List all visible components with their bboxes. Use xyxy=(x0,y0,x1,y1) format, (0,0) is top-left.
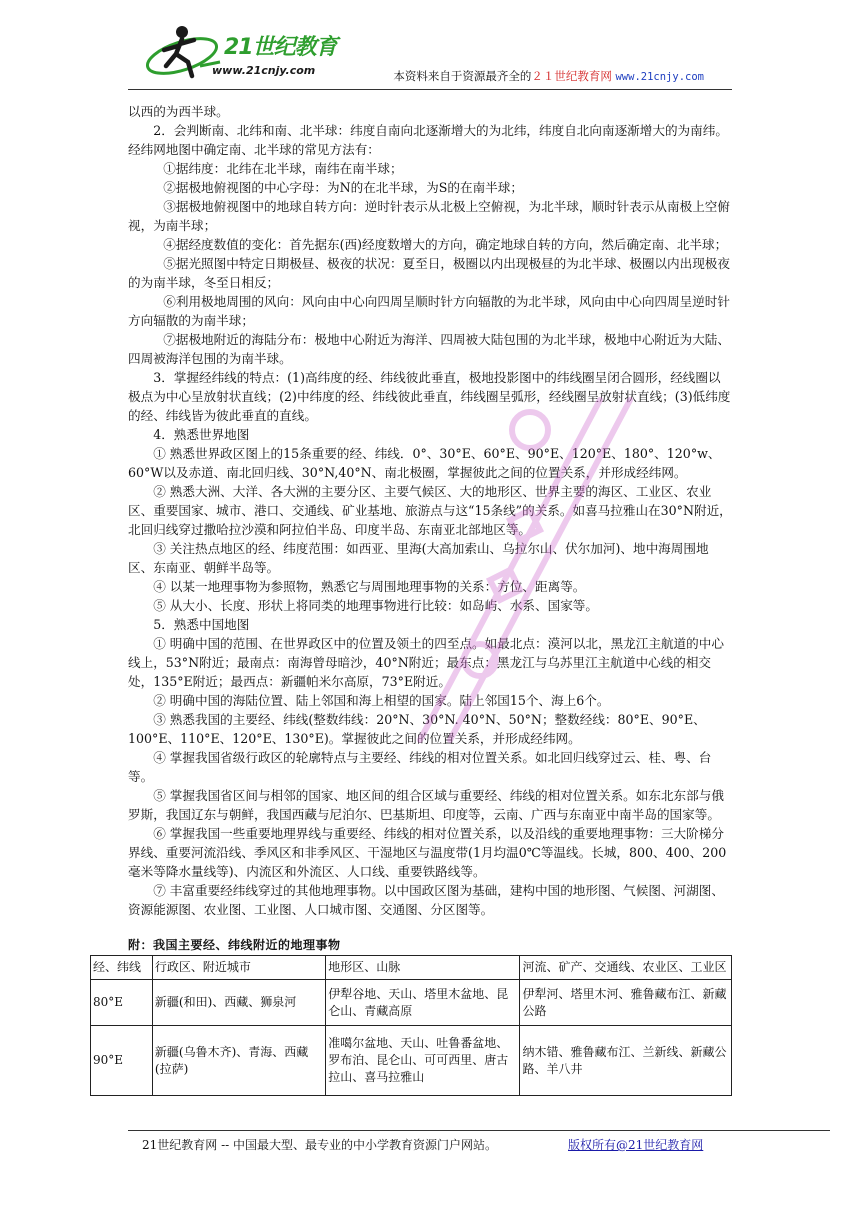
paragraph: 以西的为西半球。 xyxy=(128,104,229,119)
table-header-row xyxy=(91,956,732,980)
paragraph: ⑤ 掌握我国省区间与相邻的国家、地区间的组合区域与重要经、纬线的相对位置关系。如东北东部与俄罗斯，我国辽东与朝鲜，我国西藏与尼泊尔、巴基斯坦、印度等，云南、广西与东南亚中南半岛的国家等。 xyxy=(128,788,724,822)
logo-text: 21世纪教育 xyxy=(224,35,337,60)
footer-site-slogan: 21世纪教育网 -- 中国最大型、最专业的中小学教育资源门户网站。 xyxy=(142,1138,498,1152)
table-row xyxy=(91,980,732,1026)
footer-divider xyxy=(128,1130,830,1131)
header-divider xyxy=(128,89,732,90)
paragraph: ⑤据光照图中特定日期极昼、极夜的状况：夏至日，极圈以内出现极昼的为北半球、极圈以内出现极夜的为南半球，冬至日相反； xyxy=(128,256,730,290)
table-cell: 80°E xyxy=(91,980,153,1026)
paragraph: ①据纬度：北纬在北半球，南纬在南半球； xyxy=(163,161,403,176)
paragraph: ⑦ 丰富重要经纬线穿过的其他地理事物。以中国政区图为基础，建构中国的地形图、气候图、河湖图、资源能源图、农业图、工业图、人口城市图、交通图、分区图等。 xyxy=(128,883,724,917)
header-source-note xyxy=(393,68,704,84)
paragraph: 3．掌握经纬线的特点：(1)高纬度的经、纬线彼此垂直，极地投影图中的纬线圈呈闭合圆形，经线圈以极点为中心呈放射状直线；(2)中纬度的经、纬线彼此垂直，纬线圈呈弧形，经线圈呈放射状直线；(3)低纬度的经、纬线皆为彼此垂直的直线。 xyxy=(128,370,731,423)
paragraph: 2．会判断南、北纬和南、北半球：纬度自南向北逐渐增大的为北纬，纬度自北向南逐渐增大的为南纬。经纬网地图中确定南、北半球的常见方法有： xyxy=(128,123,728,157)
logo-url: www.21cnjy.com xyxy=(212,64,316,77)
article-body xyxy=(128,102,732,919)
site-logo[interactable] xyxy=(142,22,352,84)
paragraph: ④ 掌握我国省级行政区的轮廓特点与主要经、纬线的相对位置关系。如北回归线穿过云、桂、粤、台等。 xyxy=(128,750,712,784)
paragraph: ②据极地俯视图的中心字母：为N的在北半球，为S的在南半球； xyxy=(163,180,523,195)
paragraph: ① 明确中国的范围、在世界政区中的位置及领土的四至点。如最北点：漠河以北，黑龙江主航道的中心线上，53°N附近；最南点：南海曾母暗沙，40°N附近；最东点：黑龙江与乌苏里江主航道中心线的相交处，135°E附近；最西点：新疆帕米尔高原，73°E附近。 xyxy=(128,636,724,689)
table-cell: 新疆(和田)、西藏、狮泉河 xyxy=(152,980,325,1026)
paragraph: ① 熟悉世界政区图上的15条重要的经、纬线．0°、30°E、60°E、90°E、120°E、180°、120°w、60°W以及赤道、南北回归线、30°N,40°N、南北极圈，掌握彼此之间的位置关系，并形成经纬网。 xyxy=(128,446,721,480)
table-cell: 伊犁谷地、天山、塔里木盆地、昆仑山、青藏高原 xyxy=(326,980,520,1026)
table-header-cell: 地形区、山脉 xyxy=(326,956,520,980)
paragraph: ④据经度数值的变化：首先据东(西)经度数增大的方向，确定地球自转的方向，然后确定南、北半球； xyxy=(163,237,728,252)
paragraph: ⑥ 掌握我国一些重要地理界线与重要经、纬线的相对位置关系，以及沿线的重要地理事物：三大阶梯分界线、重要河流沿线、季风区和非季风区、干湿地区与温度带(1月均温0℃等温线。长城，800、400、200毫米等降水量线等)、内流区和外流区、人口线、重要铁路线等。 xyxy=(128,826,727,879)
paragraph: ② 明确中国的海陆位置、陆上邻国和海上相望的国家。陆上邻国15个、海上6个。 xyxy=(153,693,610,708)
page-header xyxy=(128,20,732,92)
table-header-cell: 河流、矿产、交通线、农业区、工业区 xyxy=(520,956,732,980)
paragraph: ④ 以某一地理事物为参照物，熟悉它与周围地理事物的关系：方位、距离等。 xyxy=(153,579,586,594)
paragraph: ⑤ 从大小、长度、形状上将同类的地理事物进行比较：如岛屿、水系、国家等。 xyxy=(153,598,598,613)
paragraph: ⑦据极地附近的海陆分布：极地中心附近为海洋、四周被大陆包围的为北半球，极地中心附近为大陆、四周被海洋包围的为南半球。 xyxy=(128,332,730,366)
table-row xyxy=(91,1026,732,1096)
table-header-cell: 行政区、附近城市 xyxy=(152,956,325,980)
paragraph: 4．熟悉世界地图 xyxy=(153,427,250,442)
paragraph: 5．熟悉中国地图 xyxy=(153,617,250,632)
table-header-cell: 经、纬线 xyxy=(91,956,153,980)
paragraph: ③ 关注热点地区的经、纬度范围：如西亚、里海(大高加索山、乌拉尔山、伏尔加河)、地中海周围地区、东南亚、朝鲜半岛等。 xyxy=(128,541,709,575)
table-cell: 准噶尔盆地、天山、吐鲁番盆地、罗布泊、昆仑山、可可西里、唐古拉山、喜马拉雅山 xyxy=(326,1026,520,1096)
paragraph: ⑥利用极地周围的风向：风向由中心向四周呈顺时针方向辐散的为北半球，风向由中心向四周呈逆时针方向辐散的为南半球； xyxy=(128,294,730,328)
paragraph: ② 熟悉大洲、大洋、各大洲的主要分区、主要气候区、大的地形区、世界主要的海区、工业区、农业区、重要国家、城市、港口、交通线、矿业基地、旅游点与这“15条线”的关系。如喜马拉雅山在30°N附近，北回归线穿过撒哈拉沙漠和阿拉伯半岛、印度半岛、东南亚北部地区等。 xyxy=(128,484,732,537)
geo-lines-table xyxy=(90,955,732,1096)
table-caption: 附：我国主要经、纬线附近的地理事物 xyxy=(128,938,341,952)
header-note-brand[interactable]: ２１世纪教育网 xyxy=(531,69,612,83)
paragraph: ③ 熟悉我国的主要经、纬线(整数纬线：20°N、30°N. 40°N、50°N；整数经线：80°E、90°E、100°E、110°E、120°E、130°E)。掌握彼此之间的位置关系，并形成经纬网。 xyxy=(128,712,706,746)
table-cell: 90°E xyxy=(91,1026,153,1096)
footer-copyright-link[interactable]: 版权所有@21世纪教育网 xyxy=(568,1138,704,1152)
table-cell: 新疆(乌鲁木齐)、青海、西藏(拉萨) xyxy=(152,1026,325,1096)
header-note-prefix: 本资料来自于资源最齐全的 xyxy=(393,69,532,83)
paragraph: ③据极地俯视图中的地球自转方向：逆时针表示从北极上空俯视，为北半球，顺时针表示从南极上空俯视，为南半球； xyxy=(128,199,730,233)
table-cell: 伊犁河、塔里木河、雅鲁藏布江、新藏公路 xyxy=(520,980,732,1026)
table-cell: 纳木错、雅鲁藏布江、兰新线、新藏公路、羊八井 xyxy=(520,1026,732,1096)
header-note-url[interactable]: www.21cnjy.com xyxy=(615,71,704,83)
page-footer xyxy=(128,1130,830,1152)
